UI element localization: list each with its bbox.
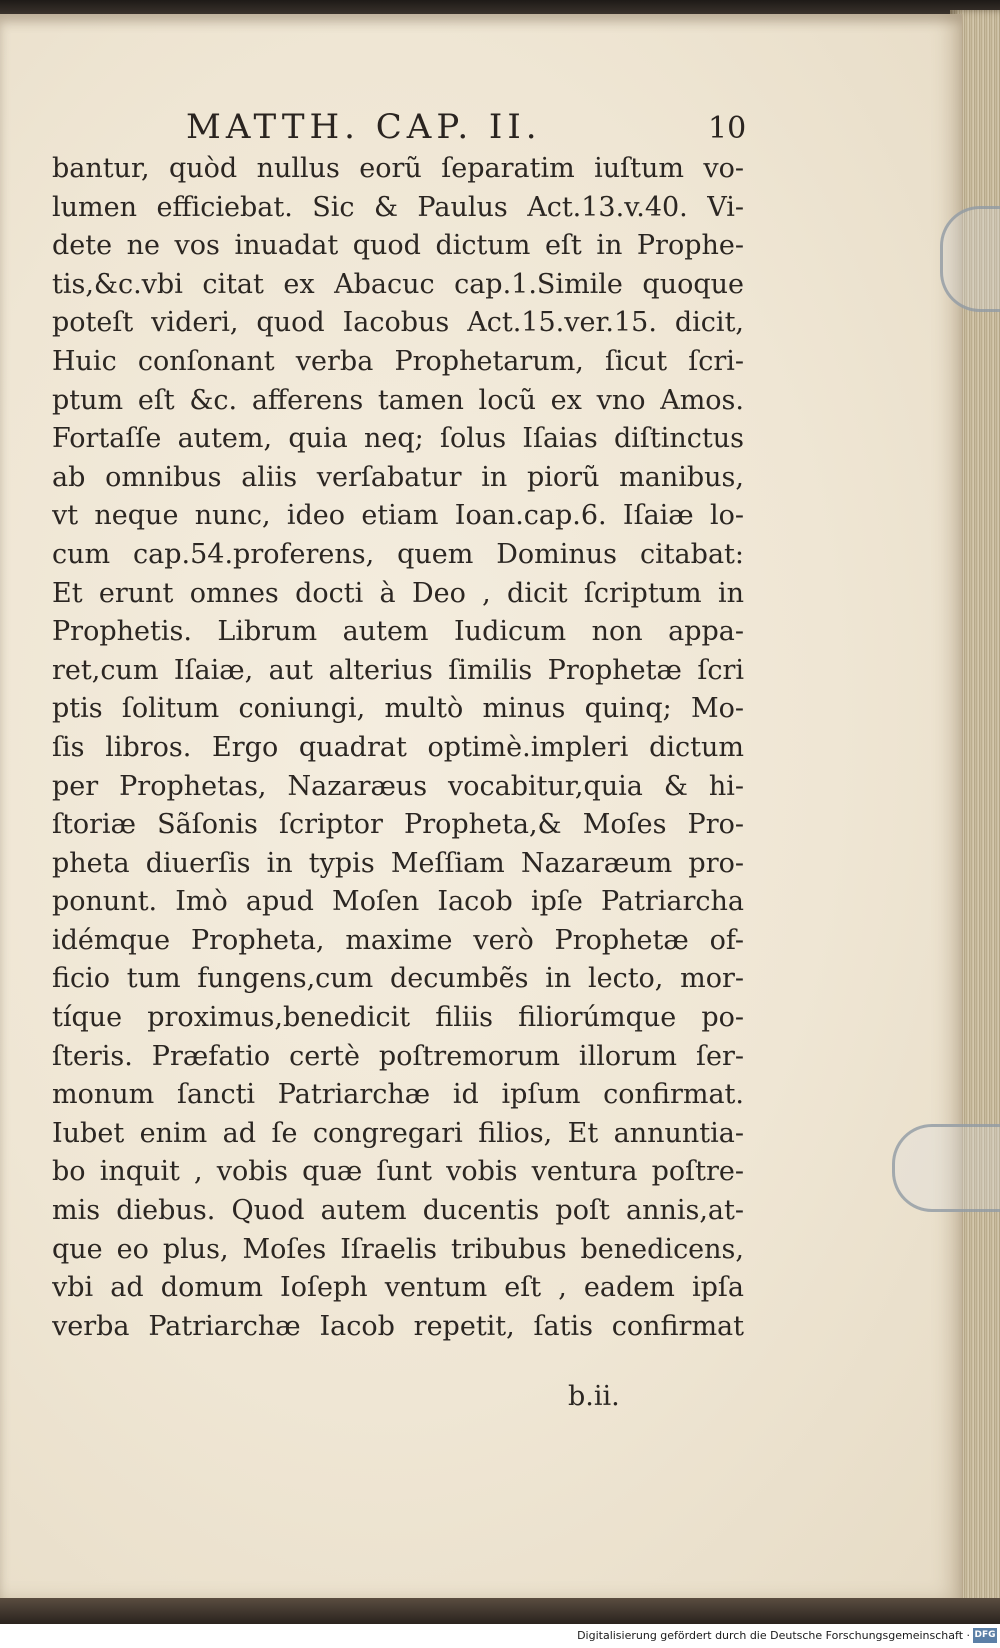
text-line: lumen efficiebat. Sic & Paulus Act.13.v.40. Vi-	[52, 191, 744, 223]
running-title: MATTH. CAP. II.	[186, 107, 542, 147]
text-line: poteſt videri, quod Iacobus Act.15.ver.15. dicit,	[52, 307, 744, 339]
text-line: ſteris. Præfatio certè poſtremorum illorum ſer-	[52, 1040, 744, 1072]
text-line: ponunt. Imò apud Moſen Iacob ipſe Patriarcha	[52, 886, 744, 918]
scan-bottom-edge	[0, 1598, 1000, 1624]
text-line: ſis libros. Ergo quadrat optimè.impleri dictum	[52, 731, 744, 763]
text-line: tíque proximus,benedicit filiis filiorúmque po-	[52, 1002, 744, 1034]
text-line: verba Patriarchæ Iacob repetit, ſatis confirmat	[52, 1310, 744, 1342]
text-line: Fortaſſe autem, quia neq; ſolus Iſaias diſtinctus	[52, 423, 744, 455]
text-line: Et erunt omnes docti à Deo , dicit ſcriptum in	[52, 577, 744, 609]
text-line: que eo plus, Moſes Iſraelis tribubus benedicens,	[52, 1233, 744, 1265]
page-clip-upper	[940, 206, 1000, 312]
text-line: idémque Propheta, maxime verò Prophetæ of-	[52, 924, 744, 956]
text-line: bo inquit , vobis quæ ſunt vobis ventura poſtre-	[52, 1156, 744, 1188]
text-line: ret,cum Iſaiæ, aut alterius ſimilis Prophetæ ſcri	[52, 654, 744, 686]
text-line: per Prophetas, Nazaræus vocabitur,quia & hi-	[52, 770, 744, 802]
text-line: cum cap.54.proferens, quem Dominus citabat:	[52, 538, 744, 570]
text-line: ptis ſolitum coniungi, multò minus quinq; Mo-	[52, 693, 744, 725]
text-line: mis diebus. Quod autem ducentis poſt annis,at-	[52, 1195, 744, 1227]
text-line: vt neque nunc, ideo etiam Ioan.cap.6. Iſaiæ lo-	[52, 500, 744, 532]
text-line: Iubet enim ad ſe congregari filios, Et annuntia-	[52, 1117, 744, 1149]
text-line: pheta diuerſis in typis Meſſiam Nazaræum pro-	[52, 847, 744, 879]
body-text	[52, 150, 744, 1346]
text-line: ab omnibus aliis verſabatur in piorũ manibus,	[52, 461, 744, 493]
text-line: Huic conſonant verba Prophetarum, ſicut ſcri-	[52, 345, 744, 377]
text-line: tis,&c.vbi citat ex Abacuc cap.1.Simile quoque	[52, 268, 744, 300]
text-line: ptum eſt &c. afferens tamen locũ ex vno Amos.	[52, 384, 744, 416]
dfg-logo: DFG	[973, 1628, 997, 1643]
text-line: dete ne vos inuadat quod dictum eſt in Prophe-	[52, 230, 744, 262]
text-line: Prophetis. Librum autem Iudicum non appa-	[52, 616, 744, 648]
signature-mark: b.ii.	[568, 1381, 620, 1412]
funding-note: Digitalisierung gefördert durch die Deutsche Forschungsgemeinschaft ·	[577, 1629, 970, 1642]
footer-strip	[0, 1624, 1000, 1648]
text-line: vbi ad domum Ioſeph ventum eſt , eadem ipſa	[52, 1272, 744, 1304]
text-line: monum ſancti Patriarchæ id ipſum confirmat.	[52, 1079, 744, 1111]
text-line: ſtoriæ Sãſonis ſcriptor Propheta,& Moſes Pro-	[52, 809, 744, 841]
text-line: bantur, quòd nullus eorũ ſeparatim iuſtum vo-	[52, 153, 744, 184]
page-clip-lower	[892, 1124, 1000, 1212]
folio-number: 10	[708, 111, 747, 146]
text-line: ficio tum fungens,cum decumbẽs in lecto, mor-	[52, 963, 744, 995]
book-page	[0, 14, 963, 1600]
running-head	[0, 106, 962, 156]
